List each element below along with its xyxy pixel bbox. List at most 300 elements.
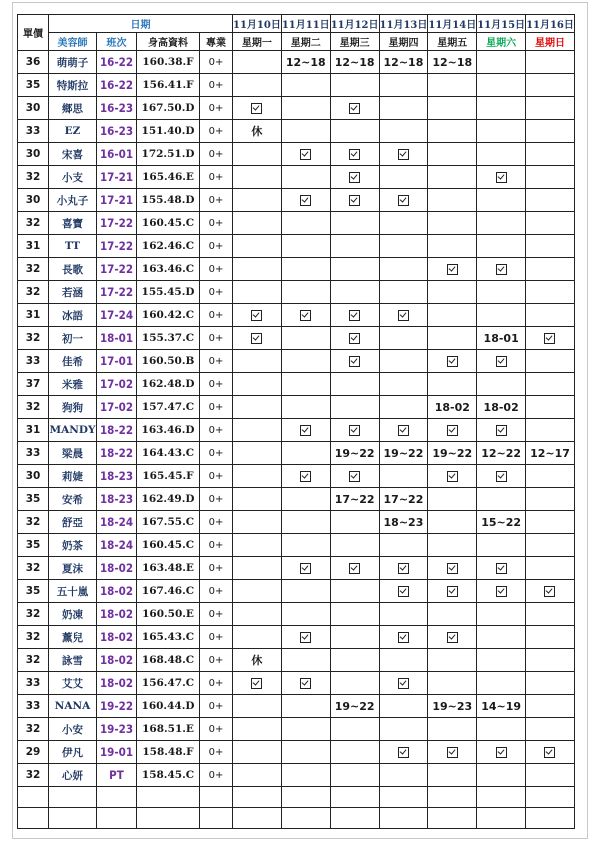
day-cell-checked [428,580,477,603]
class-cell: 19-01 [97,741,137,764]
day-cell [281,741,330,764]
day-cell [428,281,477,304]
day-cell-checked [330,465,379,488]
pro-cell: 0+ [200,557,233,580]
day-cell [281,718,330,741]
day-cell [330,258,379,281]
table-row [18,120,575,143]
day-cell [281,442,330,465]
day-cell [233,74,282,97]
checkbox-checked-icon [447,563,458,574]
day-cell-checked [281,189,330,212]
body-data-cell: 165.46.E [137,166,200,189]
table-row [18,419,575,442]
day-cell-checked [379,189,428,212]
day-cell [526,281,575,304]
day-cell-checked [428,557,477,580]
header-weekday: 星期一 [233,33,282,51]
day-cell [477,304,526,327]
checkbox-checked-icon [544,586,555,597]
day-cell: 17~22 [330,488,379,511]
pro-cell: 0+ [200,143,233,166]
checkbox-checked-icon [300,471,311,482]
day-cell [233,350,282,373]
table-row [18,327,575,350]
class-cell: 17-24 [97,304,137,327]
day-cell: 休 [233,120,282,143]
empty-cell [233,787,282,808]
class-cell: PT [97,764,137,787]
table-row [18,51,575,74]
day-cell [233,603,282,626]
checkbox-checked-icon [300,678,311,689]
price-cell: 32 [18,626,49,649]
checkbox-checked-icon [349,471,360,482]
pro-cell: 0+ [200,235,233,258]
stylist-name-cell: TT [49,235,97,258]
day-cell [526,189,575,212]
empty-cell [97,808,137,829]
empty-cell [137,787,200,808]
class-cell: 17-22 [97,212,137,235]
day-cell [330,281,379,304]
day-cell: 18-02 [428,396,477,419]
pro-cell: 0+ [200,396,233,419]
table-row [18,350,575,373]
day-cell-checked [330,189,379,212]
class-cell: 16-01 [97,143,137,166]
day-cell [477,718,526,741]
empty-cell [330,787,379,808]
day-cell-checked [233,327,282,350]
price-cell: 32 [18,603,49,626]
day-cell-checked [379,741,428,764]
empty-cell [233,808,282,829]
class-cell: 18-23 [97,488,137,511]
stylist-name-cell: 若涵 [49,281,97,304]
day-cell [477,143,526,166]
header-weekday: 星期二 [281,33,330,51]
price-cell: 31 [18,235,49,258]
checkbox-checked-icon [349,333,360,344]
price-cell: 36 [18,51,49,74]
body-data-cell: 155.37.C [137,327,200,350]
day-cell [379,120,428,143]
day-cell [233,580,282,603]
stylist-name-cell: 小安 [49,718,97,741]
class-cell: 18-23 [97,465,137,488]
class-cell: 16-22 [97,51,137,74]
checkbox-checked-icon [447,264,458,275]
body-data-cell: 163.46.C [137,258,200,281]
pro-cell: 0+ [200,212,233,235]
class-cell: 17-02 [97,396,137,419]
table-row [18,557,575,580]
checkbox-checked-icon [251,333,262,344]
body-data-cell: 167.46.C [137,580,200,603]
day-cell [233,51,282,74]
day-cell: 19~22 [428,442,477,465]
day-cell [379,465,428,488]
empty-cell [428,808,477,829]
day-cell [526,373,575,396]
day-cell-checked [233,97,282,120]
day-cell [233,511,282,534]
day-cell: 休 [233,649,282,672]
class-cell: 17-21 [97,166,137,189]
checkbox-checked-icon [300,425,311,436]
day-cell-checked [526,741,575,764]
table-row [18,488,575,511]
day-cell-checked [526,580,575,603]
checkbox-checked-icon [300,563,311,574]
stylist-name-cell: 夏沫 [49,557,97,580]
day-cell [281,281,330,304]
day-cell [330,396,379,419]
day-cell [526,626,575,649]
day-cell [477,281,526,304]
day-cell-checked [330,143,379,166]
checkbox-checked-icon [398,678,409,689]
day-cell [281,235,330,258]
body-data-cell: 160.50.B [137,350,200,373]
day-cell-checked [330,557,379,580]
pro-cell: 0+ [200,764,233,787]
checkbox-checked-icon [398,149,409,160]
day-cell [477,74,526,97]
header-row-labels [18,33,575,51]
table-row [18,189,575,212]
body-data-cell: 168.48.C [137,649,200,672]
checkbox-checked-icon [496,586,507,597]
day-cell [379,718,428,741]
pro-cell: 0+ [200,304,233,327]
day-cell [281,396,330,419]
day-cell [379,534,428,557]
stylist-name-cell: 薰兒 [49,626,97,649]
checkbox-checked-icon [496,563,507,574]
day-cell [428,511,477,534]
empty-cell [379,787,428,808]
day-cell-checked [379,557,428,580]
stylist-name-cell: 艾艾 [49,672,97,695]
day-cell-checked [428,741,477,764]
pro-cell: 0+ [200,350,233,373]
day-cell [428,235,477,258]
day-cell [281,373,330,396]
empty-row [18,808,575,829]
day-cell [233,166,282,189]
day-cell [477,120,526,143]
header-pro: 專業 [200,33,233,51]
day-cell [233,695,282,718]
day-cell [526,488,575,511]
day-cell-checked [330,327,379,350]
checkbox-checked-icon [251,310,262,321]
price-cell: 30 [18,97,49,120]
day-cell [379,281,428,304]
pro-cell: 0+ [200,741,233,764]
body-data-cell: 156.41.F [137,74,200,97]
day-cell [233,626,282,649]
day-cell [477,626,526,649]
price-cell: 32 [18,557,49,580]
price-cell: 33 [18,672,49,695]
class-cell: 17-21 [97,189,137,212]
table-row [18,672,575,695]
body-data-cell: 162.48.D [137,373,200,396]
header-stylist: 美容師 [49,33,97,51]
day-cell-checked [281,419,330,442]
table-row [18,212,575,235]
day-cell [281,120,330,143]
day-cell [233,442,282,465]
day-cell [477,97,526,120]
checkbox-checked-icon [349,563,360,574]
stylist-name-cell: 安希 [49,488,97,511]
table-row [18,465,575,488]
stylist-name-cell: 初一 [49,327,97,350]
day-cell [526,672,575,695]
body-data-cell: 167.50.D [137,97,200,120]
empty-cell [477,808,526,829]
day-cell: 12~22 [477,442,526,465]
pro-cell: 0+ [200,258,233,281]
day-cell [330,74,379,97]
body-data-cell: 155.45.D [137,281,200,304]
day-cell [330,603,379,626]
day-cell [233,718,282,741]
page-border-left [12,2,13,839]
day-cell [281,534,330,557]
body-data-cell: 165.43.C [137,626,200,649]
table-row [18,718,575,741]
price-cell: 33 [18,442,49,465]
price-cell: 29 [18,741,49,764]
day-cell [526,350,575,373]
checkbox-checked-icon [398,563,409,574]
day-cell [526,649,575,672]
stylist-name-cell: 小支 [49,166,97,189]
header-row-dates [18,15,575,33]
table-row [18,166,575,189]
empty-cell [526,787,575,808]
day-cell: 19~22 [330,695,379,718]
empty-cell [477,787,526,808]
stylist-name-cell: 小丸子 [49,189,97,212]
checkbox-checked-icon [496,264,507,275]
header-weekday: 星期四 [379,33,428,51]
price-cell: 31 [18,419,49,442]
checkbox-checked-icon [496,471,507,482]
checkbox-checked-icon [496,356,507,367]
day-cell [281,166,330,189]
body-data-cell: 160.38.F [137,51,200,74]
day-cell [281,97,330,120]
class-cell: 18-22 [97,442,137,465]
table-row [18,695,575,718]
price-cell: 33 [18,695,49,718]
day-cell-checked [330,166,379,189]
checkbox-checked-icon [496,172,507,183]
day-cell [428,327,477,350]
day-cell [477,373,526,396]
stylist-name-cell: 米雅 [49,373,97,396]
day-cell [330,534,379,557]
day-cell [233,557,282,580]
class-cell: 17-22 [97,258,137,281]
checkbox-checked-icon [300,195,311,206]
day-cell [428,120,477,143]
day-cell [379,74,428,97]
day-cell [428,764,477,787]
pro-cell: 0+ [200,51,233,74]
day-cell-checked [379,580,428,603]
checkbox-checked-icon [447,356,458,367]
page-border-right [587,2,588,839]
day-cell [281,350,330,373]
day-cell [281,649,330,672]
day-cell: 12~18 [379,51,428,74]
price-cell: 32 [18,327,49,350]
day-cell-checked [477,419,526,442]
body-data-cell: 165.45.F [137,465,200,488]
checkbox-checked-icon [251,103,262,114]
body-data-cell: 157.47.C [137,396,200,419]
day-cell [281,212,330,235]
day-cell [526,557,575,580]
day-cell [233,258,282,281]
body-data-cell: 162.46.C [137,235,200,258]
day-cell: 12~18 [281,51,330,74]
checkbox-checked-icon [349,172,360,183]
day-cell-checked [281,626,330,649]
day-cell [233,212,282,235]
checkbox-checked-icon [349,149,360,160]
day-cell [233,143,282,166]
pro-cell: 0+ [200,718,233,741]
day-cell [233,373,282,396]
header-weekday: 星期五 [428,33,477,51]
day-cell [330,741,379,764]
stylist-name-cell: 奶凍 [49,603,97,626]
day-cell [428,672,477,695]
table-row [18,603,575,626]
class-cell: 16-22 [97,74,137,97]
pro-cell: 0+ [200,465,233,488]
header-body-data: 身高資料 [137,33,200,51]
empty-cell [428,787,477,808]
body-data-cell: 156.47.C [137,672,200,695]
day-cell [526,51,575,74]
pro-cell: 0+ [200,166,233,189]
day-cell [526,465,575,488]
day-cell [330,373,379,396]
checkbox-checked-icon [496,747,507,758]
day-cell: 12~17 [526,442,575,465]
empty-row [18,787,575,808]
day-cell-checked [330,350,379,373]
price-cell: 35 [18,580,49,603]
day-cell [526,603,575,626]
day-cell: 18-02 [477,396,526,419]
stylist-name-cell: 冰語 [49,304,97,327]
class-cell: 17-02 [97,373,137,396]
day-cell-checked [379,304,428,327]
day-cell [428,373,477,396]
price-cell: 33 [18,350,49,373]
checkbox-checked-icon [349,103,360,114]
empty-cell [97,787,137,808]
empty-cell [281,808,330,829]
class-cell: 18-02 [97,580,137,603]
price-cell: 32 [18,511,49,534]
day-cell-checked [477,166,526,189]
day-cell [428,603,477,626]
day-cell [526,304,575,327]
price-cell: 30 [18,143,49,166]
class-cell: 16-23 [97,120,137,143]
checkbox-checked-icon [544,747,555,758]
day-cell-checked [428,419,477,442]
day-cell [330,672,379,695]
day-cell [526,143,575,166]
header-weekday: 星期三 [330,33,379,51]
stylist-name-cell: 宋喜 [49,143,97,166]
price-cell: 32 [18,166,49,189]
day-cell [477,212,526,235]
day-cell [477,672,526,695]
pro-cell: 0+ [200,511,233,534]
day-cell [477,764,526,787]
schedule-body [18,51,575,829]
day-cell [330,580,379,603]
day-cell [379,166,428,189]
pro-cell: 0+ [200,327,233,350]
class-cell: 18-02 [97,649,137,672]
class-cell: 17-22 [97,235,137,258]
body-data-cell: 160.44.D [137,695,200,718]
empty-cell [49,787,97,808]
empty-cell [200,787,233,808]
day-cell [428,189,477,212]
body-data-cell: 151.40.D [137,120,200,143]
day-cell [330,120,379,143]
pro-cell: 0+ [200,281,233,304]
day-cell [330,649,379,672]
day-cell [477,488,526,511]
day-cell [379,327,428,350]
price-cell: 35 [18,534,49,557]
day-cell [330,626,379,649]
day-cell: 15~22 [477,511,526,534]
table-row [18,764,575,787]
day-cell-checked [330,304,379,327]
empty-cell [379,808,428,829]
day-cell: 12~18 [330,51,379,74]
day-cell [428,534,477,557]
day-cell [233,764,282,787]
day-cell-checked [330,419,379,442]
table-row [18,143,575,166]
day-cell [379,603,428,626]
day-cell [233,281,282,304]
stylist-name-cell: 伊凡 [49,741,97,764]
table-row [18,442,575,465]
table-row [18,534,575,557]
stylist-name-cell: 佳希 [49,350,97,373]
price-cell: 32 [18,764,49,787]
